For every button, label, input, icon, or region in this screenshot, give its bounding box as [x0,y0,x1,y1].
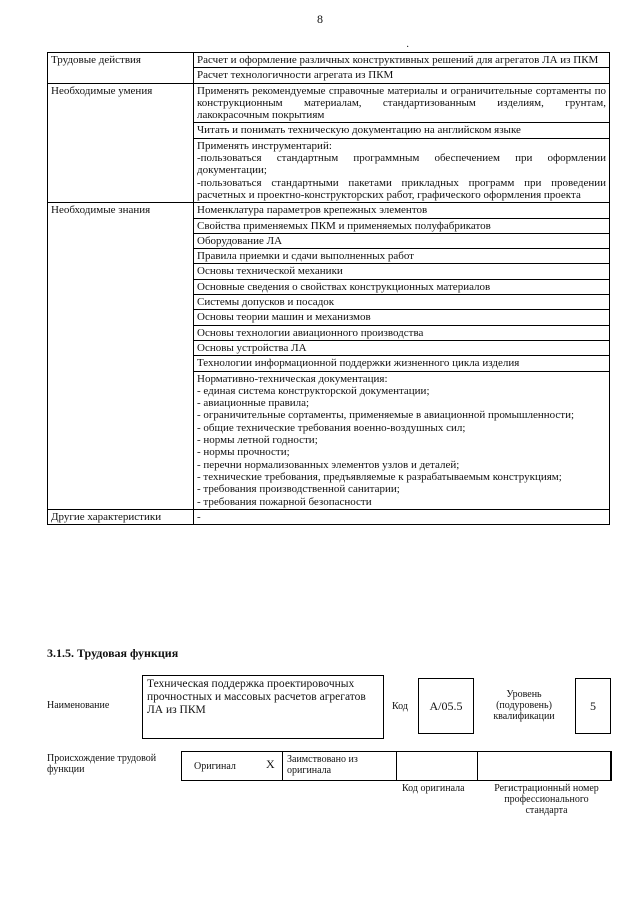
row-cell: Технологии информационной поддержки жизненного цикла изделия [194,356,610,371]
row-cell: Номенклатура параметров крепежных элементов [194,203,610,218]
row-cell: Расчет и оформление различных конструктивных решений для агрегатов ЛА из ПКМ [194,53,610,68]
reg-number-cell [477,751,612,781]
name-label: Наименование [47,700,110,711]
original-cell [181,751,283,781]
level-value: 5 [590,698,596,713]
code-value-box [418,678,474,734]
row-cell: Основы технической механики [194,264,610,279]
stray-mark: · [406,42,410,53]
row-heading: Необходимые умения [48,83,194,203]
section-title: 3.1.5. Трудовая функция [47,646,179,660]
table-row [48,509,610,524]
row-cell: Основы устройства ЛА [194,340,610,355]
table-row [48,83,610,123]
row-cell: Свойства применяемых ПКМ и применяемых полуфабрикатов [194,218,610,233]
row-heading: Другие характеристики [48,509,194,524]
row-heading: Трудовые действия [48,53,194,84]
row-cell: Основы технологии авиационного производства [194,325,610,340]
level-value-box [575,678,611,734]
row-cell: Применять инструментарий: -пользоваться стандартным программным обеспечением при оформлении документации; -пользоваться стандартными пакетами прикладных программ при проведении расчетных и проектно-конструкторских работ, графического оформления проекта [194,138,610,202]
row-cell: Правила приемки и сдачи выполненных работ [194,249,610,264]
original-label: Оригинал [194,761,236,772]
reg-number-label: Регистрационный номер профессионального стандарта [494,783,599,816]
row-cell: Применять рекомендуемые справочные материалы и ограничительные сортаменты по конструкционным материалам, стандартизованным изделиям, грунтам, лакокрасочным покрытиям [194,83,610,123]
code-label: Код [392,701,408,712]
level-label: Уровень (подуровень) квалификации [493,688,555,722]
code-value: А/05.5 [429,698,463,713]
row-cell: Основы теории машин и механизмов [194,310,610,325]
row-cell: Оборудование ЛА [194,233,610,248]
row-cell: Расчет технологичности агрегата из ПКМ [194,68,610,83]
labor-function-table [47,52,610,525]
page-number: 8 [317,12,323,26]
borrowed-label: Заимствовано из оригинала [287,754,358,776]
row-cell: - [194,509,610,524]
row-cell: Системы допусков и посадок [194,295,610,310]
function-name-value: Техническая поддержка проектировочных прочностных и массовых расчетов агрегатов ЛА из ПКМ [147,678,366,716]
original-mark: Х [266,757,275,771]
row-cell: Нормативно-техническая документация: - единая система конструкторской документации; - авиационные правила; - ограничительные сортаменты, применяемые в авиационной промышленности; - общие технические требования военно-воздушных сил; - нормы летной годности; - нормы прочности; - перечни нормализованных элементов узлов и деталей; - технические требования, предъявляемые к разрабатываемым конструкциям; - требования производственной санитарии; - требования пожарной безопасности [194,371,610,509]
origin-label: Происхождение трудовой функции [47,753,157,775]
table-row [48,53,610,68]
row-cell: Читать и понимать техническую документацию на английском языке [194,123,610,138]
row-cell: Основные сведения о свойствах конструкционных материалов [194,279,610,294]
origin-code-label: Код оригинала [402,783,465,794]
origin-table [181,751,611,781]
origin-code-cell [396,751,478,781]
table-row [48,203,610,218]
function-name-box [142,675,384,739]
borrowed-cell [282,751,397,781]
row-heading: Необходимые знания [48,203,194,510]
